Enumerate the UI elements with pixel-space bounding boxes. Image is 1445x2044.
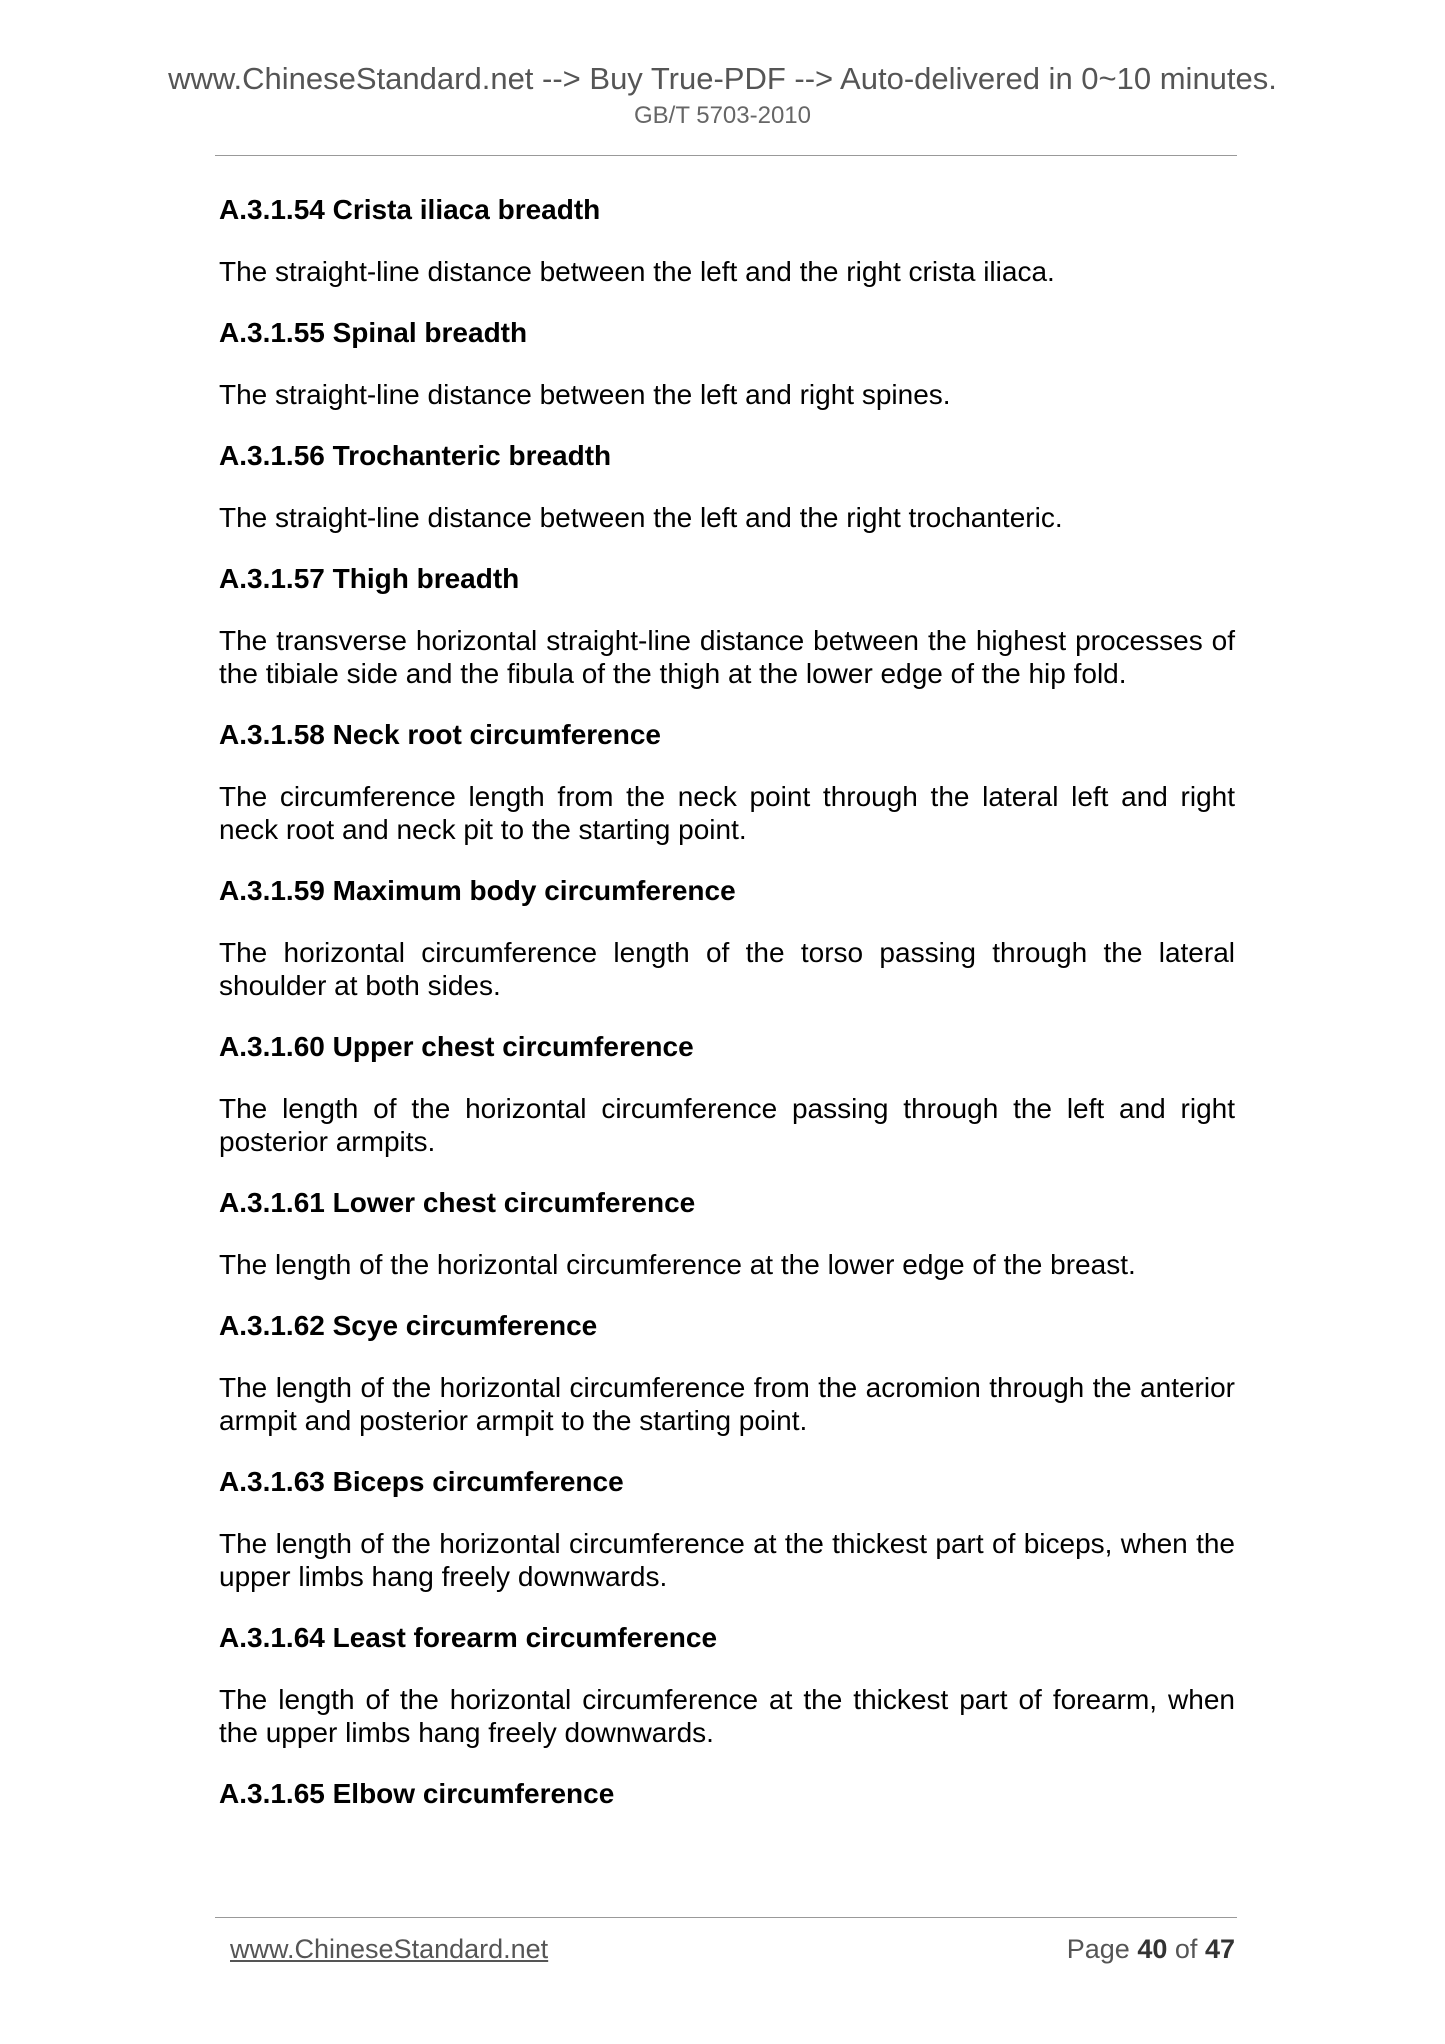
section-body: The straight-line distance between the left and right spines. [219, 379, 951, 410]
section-a3159 [219, 874, 1235, 1002]
page-total: 47 [1204, 1934, 1235, 1964]
section-a3156 [219, 439, 1235, 534]
section-title: A.3.1.59 Maximum body circumference [219, 875, 736, 906]
section-a3165 [219, 1777, 1235, 1811]
section-a3161 [219, 1186, 1235, 1281]
section-a3157 [219, 562, 1235, 690]
section-title: A.3.1.64 Least forearm circumference [219, 1622, 718, 1653]
section-body: The length of the horizontal circumference from the acromion through the anterior armpit and posterior armpit to the starting point. [219, 1372, 1235, 1436]
section-a3158 [219, 718, 1235, 846]
section-body: The straight-line distance between the left and the right trochanteric. [219, 502, 1063, 533]
header-standard-number: GB/T 5703-2010 [633, 102, 811, 129]
section-a3155 [219, 316, 1235, 411]
section-a3164 [219, 1621, 1235, 1749]
header-tagline: www.ChineseStandard.net --> Buy True-PDF --> Auto-delivered in 0~10 minutes. [168, 61, 1277, 96]
section-body: The length of the horizontal circumference passing through the left and right posterior armpits. [219, 1093, 1235, 1157]
section-title: A.3.1.61 Lower chest circumference [219, 1187, 696, 1218]
section-body: The straight-line distance between the left and the right crista iliaca. [219, 256, 1055, 287]
section-a3160 [219, 1030, 1235, 1158]
page-current: 40 [1137, 1934, 1168, 1964]
page-footer [230, 1934, 1235, 1974]
section-a3162 [219, 1309, 1235, 1437]
page-of-label: of [1174, 1934, 1198, 1964]
header-divider [215, 155, 1237, 156]
section-title: A.3.1.58 Neck root circumference [219, 719, 661, 750]
section-body: The length of the horizontal circumference at the lower edge of the breast. [219, 1249, 1136, 1280]
section-a3154 [219, 193, 1235, 288]
section-a3163 [219, 1465, 1235, 1593]
section-title: A.3.1.55 Spinal breadth [219, 317, 528, 348]
footer-website-link[interactable]: www.ChineseStandard.net [230, 1934, 549, 1964]
section-body: The circumference length from the neck point through the lateral left and right neck root and neck pit to the starting point. [219, 781, 1235, 845]
section-title: A.3.1.63 Biceps circumference [219, 1466, 624, 1497]
section-body: The length of the horizontal circumference at the thickest part of biceps, when the upper limbs hang freely downwards. [219, 1528, 1235, 1592]
section-title: A.3.1.57 Thigh breadth [219, 563, 520, 594]
section-body: The length of the horizontal circumference at the thickest part of forearm, when the upper limbs hang freely downwards. [219, 1684, 1235, 1748]
section-title: A.3.1.62 Scye circumference [219, 1310, 598, 1341]
section-title: A.3.1.65 Elbow circumference [219, 1778, 615, 1809]
page-header [0, 58, 1445, 132]
document-body [219, 193, 1235, 1839]
footer-divider [215, 1917, 1237, 1918]
section-title: A.3.1.60 Upper chest circumference [219, 1031, 694, 1062]
section-title: A.3.1.56 Trochanteric breadth [219, 440, 612, 471]
section-body: The transverse horizontal straight-line distance between the highest processes of the tibiale side and the fibula of the thigh at the lower edge of the hip fold. [219, 625, 1235, 689]
page-number [1067, 1934, 1235, 1965]
section-title: A.3.1.54 Crista iliaca breadth [219, 194, 601, 225]
page-label: Page [1066, 1934, 1130, 1964]
section-body: The horizontal circumference length of the torso passing through the lateral shoulder at both sides. [219, 937, 1235, 1001]
